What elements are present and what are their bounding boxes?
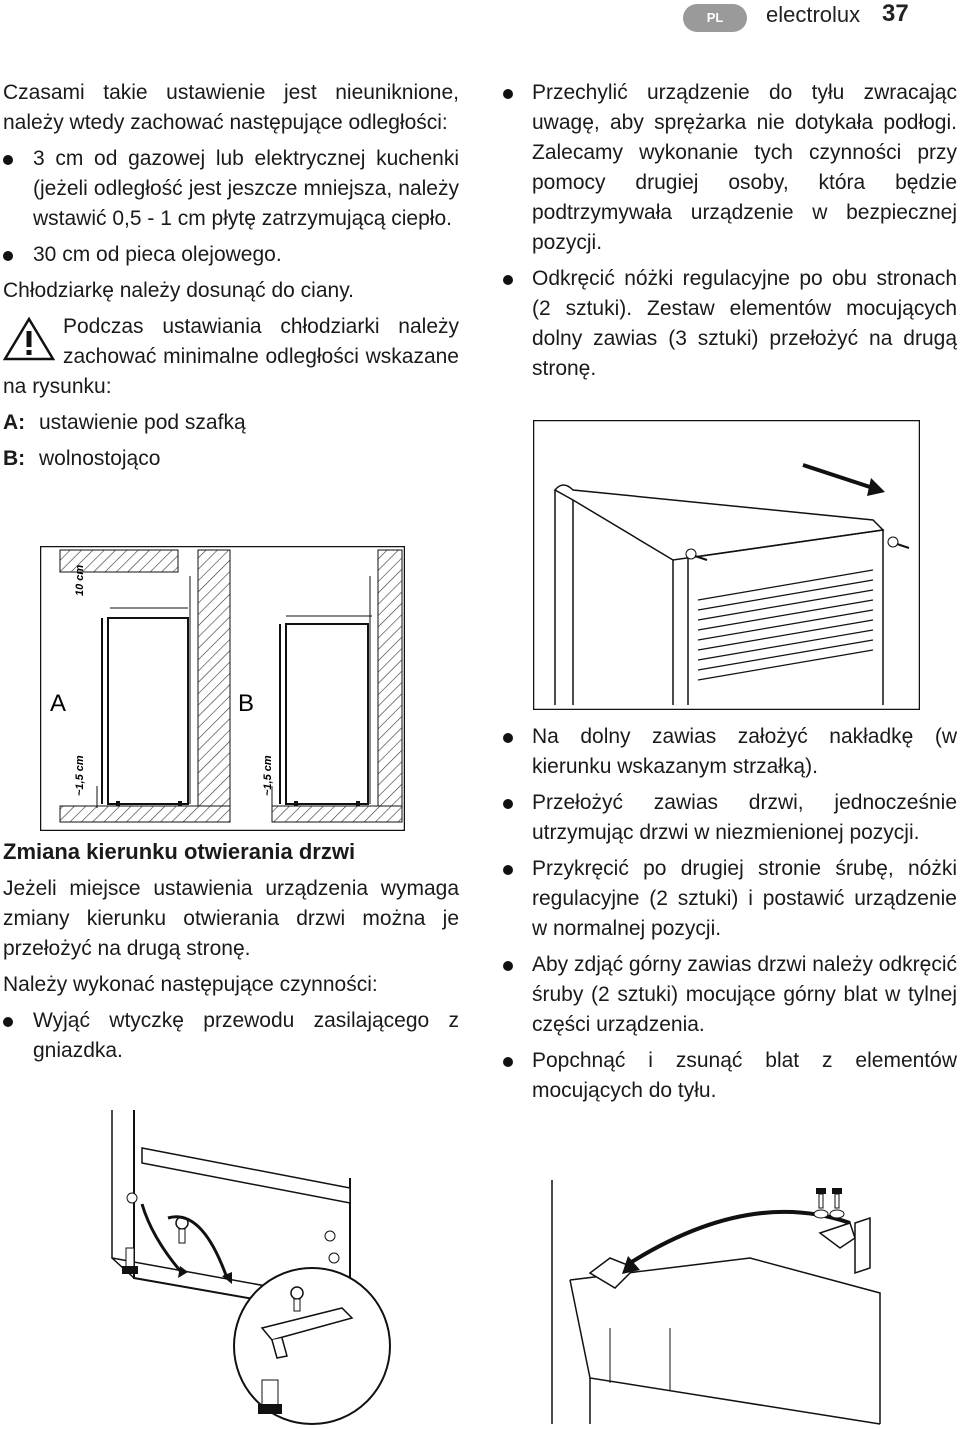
dimension-bottom-b-label: ~1,5 cm [262, 755, 274, 796]
tilted-fridge-figure [533, 420, 920, 710]
detail-zoom-circle [234, 1268, 390, 1424]
list-item: Aby zdjąć górny zawias drzwi należy odkręcić śruby (2 sztuki) mocujące górny blat w tylnej części urządzenia. [503, 950, 957, 1040]
hinge-steps-list [503, 722, 957, 1106]
list-item: Przechylić urządzenie do tyłu zwracając uwagę, aby sprężarka nie dotykała podłogi. Zalecamy wykonanie tych czynności przy pomocy drugiej osoby, która będzie podtrzymywała urządzenie w bezpiecznej pozycji. [503, 78, 957, 258]
steps-list [3, 1006, 459, 1066]
warning-text: Podczas ustawiania chłodziarki należy zachować minimalne odległości wskazane na rysunku: [3, 315, 459, 398]
definition-key: A: [3, 411, 26, 434]
list-item: Odkręcić nóżki regulacyjne po obu stronach (2 sztuki). Zestaw elementów mocujących dolny zawias (3 sztuki) przełożyć na drugą stronę. [503, 264, 957, 384]
hinge-removal-figure [82, 1108, 444, 1426]
figure-label-b: B [238, 690, 255, 717]
list-item: Wyjąć wtyczkę przewodu zasilającego z gniazdka. [3, 1006, 459, 1066]
language-badge: PL [683, 4, 747, 32]
dimension-top-label: 10 cm [74, 564, 86, 596]
list-item: Na dolny zawias założyć nakładkę (w kierunku wskazanym strzałką). [503, 722, 957, 782]
definition-b [3, 444, 459, 474]
distance-list [3, 144, 459, 270]
definition-value: wolnostojąco [39, 447, 161, 470]
list-item: Przełożyć zawias drzwi, jednocześnie utrzymując drzwi w niezmienionej pozycji. [503, 788, 957, 848]
dimension-bottom-a-label: ~1,5 cm [74, 755, 86, 796]
definition-value: ustawienie pod szafką [39, 411, 246, 434]
page-header [560, 0, 960, 36]
list-item: Popchnąć i zsunąć blat z elementów mocujących do tyłu. [503, 1046, 957, 1106]
left-column-top [3, 78, 459, 480]
section-intro: Jeżeli miejsce ustawienia urządzenia wymaga zmiany kierunku otwierania drzwi można je przełożyć na drugą stronę. [3, 877, 459, 960]
left-column-bottom [3, 838, 459, 1072]
wall-paragraph: Chłodziarkę należy dosunąć do ciany. [3, 279, 354, 302]
definition-key: B: [3, 447, 26, 470]
definition-a [3, 408, 459, 438]
right-column-top [503, 78, 957, 390]
intro-paragraph: Czasami takie ustawienie jest nieuniknione, należy wtedy zachować następujące odległości: [3, 81, 459, 134]
list-item: 30 cm od pieca olejowego. [3, 240, 459, 270]
warning-triangle-icon [3, 316, 55, 362]
screw-icon [816, 1188, 826, 1208]
figure-label-a: A [50, 690, 67, 717]
top-cover-figure [550, 1178, 940, 1426]
list-item: Przykręcić po drugiej stronie śrubę, nóżki regulacyjne (2 sztuki) i postawić urządzenie w normalnej pozycji. [503, 854, 957, 944]
installation-distance-figure [40, 546, 405, 831]
screw-icon [832, 1188, 842, 1208]
section-title: Zmiana kierunku otwierania drzwi [3, 839, 356, 864]
brand-name: electrolux [766, 2, 861, 27]
page-number: 37 [882, 0, 909, 27]
steps-intro: Należy wykonać następujące czynności: [3, 973, 378, 996]
tilt-steps-list [503, 78, 957, 384]
right-column-bottom [503, 722, 957, 1112]
warning-block [3, 312, 459, 402]
list-item: 3 cm od gazowej lub elektrycznej kuchenki (jeżeli odległość jest jeszcze mniejsza, należy wstawić 0,5 - 1 cm płytę zatrzymującą ciepło. [3, 144, 459, 234]
screw-icon [176, 1217, 188, 1243]
